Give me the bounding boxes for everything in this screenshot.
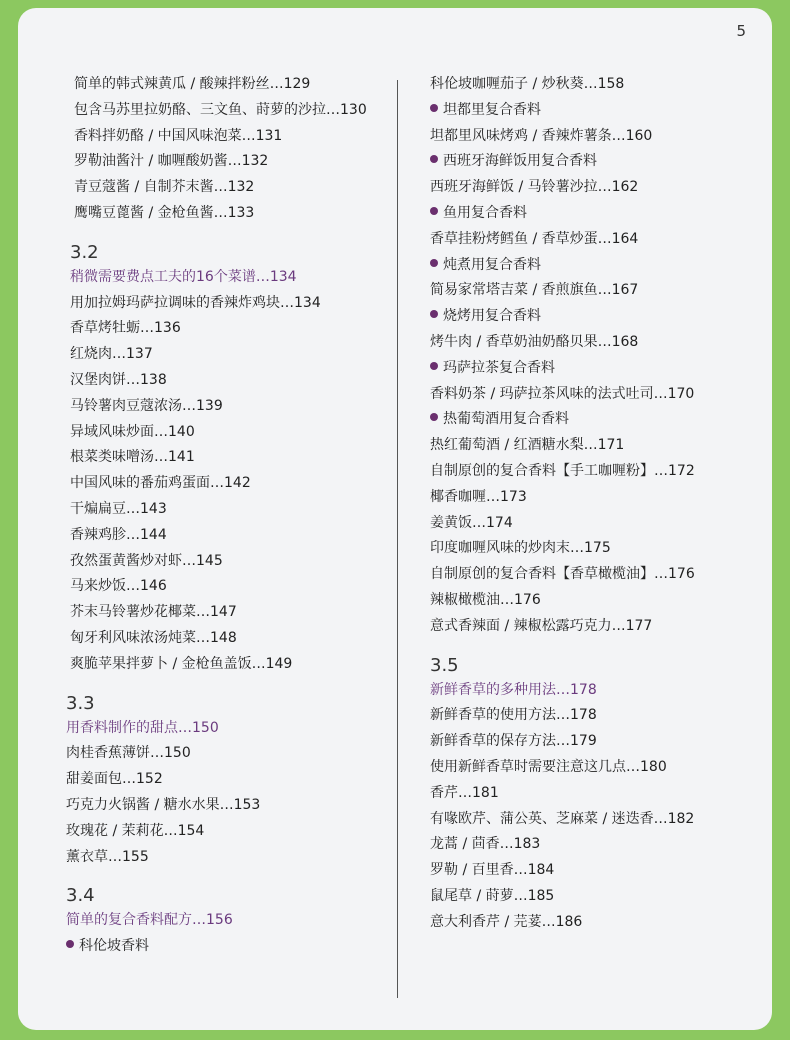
toc-entry[interactable]: 烤牛肉 / 香草奶油奶酪贝果…168 bbox=[430, 333, 639, 350]
toc-entry[interactable]: 香料奶茶 / 玛萨拉茶风味的法式吐司…170 bbox=[430, 385, 695, 402]
toc-entry[interactable]: 青豆蔻酱 / 自制芥末酱…132 bbox=[74, 179, 255, 196]
toc-entry[interactable]: 芥末马铃薯炒花椰菜…147 bbox=[70, 604, 237, 621]
toc-entry[interactable]: 使用新鲜香草时需要注意这几点…180 bbox=[430, 758, 667, 775]
toc-entry[interactable]: 西班牙海鲜饭 / 马铃薯沙拉…162 bbox=[430, 179, 639, 196]
toc-entry[interactable]: 香芹…181 bbox=[430, 784, 499, 801]
toc-entry[interactable]: 自制原创的复合香料【手工咖喱粉】…172 bbox=[430, 462, 695, 479]
section-3-3 bbox=[66, 692, 388, 871]
toc-bullet-entry[interactable] bbox=[430, 356, 760, 382]
toc-bullet-label: 热葡萄酒用复合香料 bbox=[443, 411, 569, 428]
toc-list-top-right bbox=[430, 72, 760, 640]
toc-entry[interactable]: 自制原创的复合香料【香草橄榄油】…176 bbox=[430, 566, 695, 583]
toc-entry[interactable]: 简易家常塔吉菜 / 香煎旗鱼…167 bbox=[430, 282, 639, 299]
toc-entry[interactable]: 龙蒿 / 茴香…183 bbox=[430, 836, 541, 853]
toc-entry[interactable]: 孜然蛋黄酱炒对虾…145 bbox=[70, 552, 223, 569]
toc-entry[interactable]: 意大利香芹 / 芫荽…186 bbox=[430, 913, 583, 930]
bullet-dot-icon bbox=[430, 155, 438, 163]
toc-entry[interactable]: 罗勒 / 百里香…184 bbox=[430, 862, 555, 879]
section-3-4 bbox=[66, 884, 388, 960]
page-number: 5 bbox=[736, 22, 746, 40]
toc-entry[interactable]: 甜姜面包…152 bbox=[66, 771, 163, 788]
toc-entry[interactable]: 简单的韩式辣黄瓜 / 酸辣拌粉丝…129 bbox=[74, 76, 311, 92]
section-title[interactable]: 简单的复合香料配方…156 bbox=[66, 912, 233, 929]
section-number: 3.5 bbox=[430, 654, 459, 676]
section-number: 3.3 bbox=[66, 692, 95, 714]
toc-entry[interactable]: 香辣鸡胗…144 bbox=[70, 526, 167, 543]
toc-bullet-label: 科伦坡香料 bbox=[79, 938, 149, 955]
toc-left-column bbox=[66, 72, 388, 960]
section-title[interactable]: 用香料制作的甜点…150 bbox=[66, 719, 219, 736]
toc-entry[interactable]: 有喙欧芹、蒲公英、芝麻菜 / 迷迭香…182 bbox=[430, 810, 695, 827]
toc-bullet-entry[interactable] bbox=[66, 934, 388, 960]
toc-entry[interactable]: 意式香辣面 / 辣椒松露巧克力…177 bbox=[430, 617, 653, 634]
toc-entry[interactable]: 鹰嘴豆蓖酱 / 金枪鱼酱…133 bbox=[74, 204, 255, 221]
bullet-dot-icon bbox=[430, 310, 438, 318]
toc-entry[interactable]: 香草挂粉烤鳕鱼 / 香草炒蛋…164 bbox=[430, 230, 639, 247]
toc-entry[interactable]: 根菜类味噌汤…141 bbox=[70, 449, 195, 466]
toc-entry[interactable]: 香料拌奶酪 / 中国风味泡菜…131 bbox=[74, 127, 283, 144]
toc-entry[interactable]: 肉桂香蕉薄饼…150 bbox=[66, 745, 191, 762]
toc-entry[interactable]: 包含马苏里拉奶酪、三文鱼、莳萝的沙拉…130 bbox=[74, 101, 367, 118]
toc-entry[interactable]: 中国风味的番茄鸡蛋面…142 bbox=[70, 475, 251, 492]
bullet-dot-icon bbox=[66, 940, 74, 948]
section-number: 3.2 bbox=[70, 241, 99, 263]
toc-entry[interactable]: 匈牙利风味浓汤炖菜…148 bbox=[70, 629, 237, 646]
toc-bullet-label: 西班牙海鲜饭用复合香料 bbox=[443, 153, 597, 170]
section-3-5 bbox=[430, 654, 760, 936]
toc-right-column bbox=[430, 72, 760, 936]
toc-entry[interactable]: 科伦坡咖喱茄子 / 炒秋葵…158 bbox=[430, 76, 625, 92]
bullet-dot-icon bbox=[430, 104, 438, 112]
toc-bullet-label: 玛萨拉茶复合香料 bbox=[443, 359, 555, 376]
toc-bullet-label: 烧烤用复合香料 bbox=[443, 308, 541, 325]
toc-entry[interactable]: 坦都里风味烤鸡 / 香辣炸薯条…160 bbox=[430, 127, 653, 144]
toc-bullet-entry[interactable] bbox=[430, 253, 760, 279]
toc-entry[interactable]: 新鲜香草的使用方法…178 bbox=[430, 707, 597, 724]
toc-bullet-label: 鱼用复合香料 bbox=[443, 204, 527, 221]
toc-entry[interactable]: 玫瑰花 / 茉莉花…154 bbox=[66, 822, 205, 839]
book-page bbox=[18, 8, 772, 1030]
toc-entry[interactable]: 鼠尾草 / 莳萝…185 bbox=[430, 887, 555, 904]
toc-list-top-left bbox=[74, 72, 388, 227]
toc-entry[interactable]: 马铃薯肉豆蔻浓汤…139 bbox=[70, 397, 223, 414]
bullet-dot-icon bbox=[430, 413, 438, 421]
toc-entry[interactable]: 马来炒饭…146 bbox=[70, 578, 167, 595]
toc-bullet-label: 炖煮用复合香料 bbox=[443, 256, 541, 273]
toc-entry[interactable]: 汉堡肉饼…138 bbox=[70, 371, 167, 388]
toc-bullet-label: 坦都里复合香料 bbox=[443, 101, 541, 118]
toc-entry[interactable]: 红烧肉…137 bbox=[70, 346, 153, 363]
toc-entry[interactable]: 椰香咖喱…173 bbox=[430, 488, 527, 505]
toc-bullet-entry[interactable] bbox=[430, 98, 760, 124]
toc-entry[interactable]: 罗勒油酱汁 / 咖喱酸奶酱…132 bbox=[74, 153, 269, 170]
section-number: 3.4 bbox=[66, 885, 95, 907]
toc-bullet-entry[interactable] bbox=[430, 407, 760, 433]
toc-entry[interactable]: 巧克力火锅酱 / 糖水水果…153 bbox=[66, 796, 261, 813]
bullet-dot-icon bbox=[430, 259, 438, 267]
section-title[interactable]: 稍微需要费点工夫的16个菜谱…134 bbox=[70, 268, 297, 285]
toc-entry[interactable]: 用加拉姆玛萨拉调味的香辣炸鸡块…134 bbox=[70, 294, 321, 311]
toc-entry[interactable]: 姜黄饭…174 bbox=[430, 514, 513, 531]
bullet-dot-icon bbox=[430, 207, 438, 215]
bullet-dot-icon bbox=[430, 362, 438, 370]
toc-entry[interactable]: 异域风味炒面…140 bbox=[70, 423, 195, 440]
column-divider bbox=[397, 80, 398, 998]
toc-entry[interactable]: 爽脆苹果拌萝卜 / 金枪鱼盖饭…149 bbox=[70, 655, 293, 672]
toc-bullet-entry[interactable] bbox=[430, 149, 760, 175]
toc-bullet-entry[interactable] bbox=[430, 201, 760, 227]
toc-bullet-entry[interactable] bbox=[430, 304, 760, 330]
toc-entry[interactable]: 薰衣草…155 bbox=[66, 848, 149, 865]
toc-entry[interactable]: 印度咖喱风味的炒肉末…175 bbox=[430, 540, 611, 557]
toc-entry[interactable]: 干煸扁豆…143 bbox=[70, 500, 167, 517]
toc-entry[interactable]: 新鲜香草的保存方法…179 bbox=[430, 733, 597, 750]
toc-entry[interactable]: 辣椒橄榄油…176 bbox=[430, 591, 541, 608]
toc-entry[interactable]: 香草烤牡蛎…136 bbox=[70, 320, 181, 337]
section-title[interactable]: 新鲜香草的多种用法…178 bbox=[430, 681, 597, 698]
toc-entry[interactable]: 热红葡萄酒 / 红酒糖水梨…171 bbox=[430, 437, 625, 454]
section-3-2 bbox=[70, 241, 388, 678]
